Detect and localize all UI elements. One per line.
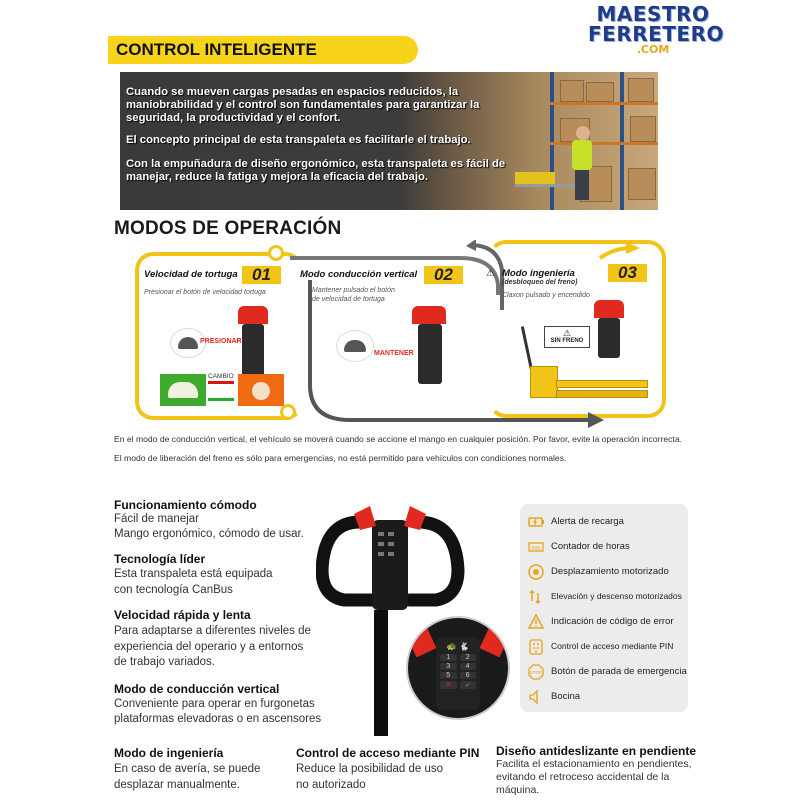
motorized-travel-icon — [528, 564, 544, 580]
panel-item — [520, 562, 688, 582]
panel-item — [520, 662, 688, 682]
connector-dot — [280, 404, 296, 420]
mode-3-number: 03 — [608, 264, 647, 282]
logo-line-1: MAESTRO — [596, 2, 710, 26]
bottom-1-line-2: desplazar manualmente. — [114, 779, 240, 791]
no-brake-tag: SIN FRENO — [550, 338, 584, 344]
keypad-key-4: 4 — [460, 663, 477, 670]
logo-line-3: .COM — [636, 43, 670, 56]
panel-item-label: Indicación de código de error — [551, 616, 674, 627]
mode-3-title: Modo ingeniería — [502, 268, 575, 279]
panel-item-label: Desplazamiento motorizado — [551, 566, 669, 577]
turtle-icon — [336, 330, 374, 362]
modes-diagram — [120, 240, 660, 430]
intro-paragraph-3: Con la empuñadura de diseño ergonómico, esta transpaleta es fácil de manejar, reduce la fatiga y mejora la eficacia del trabajo. — [126, 158, 506, 183]
panel-item-label: Bocina — [551, 691, 581, 702]
mode-2-title: Modo conducción vertical — [300, 269, 418, 280]
arrow-right-icon — [208, 398, 234, 401]
mode-2-desc-2: de velocidad de tortuga — [312, 296, 385, 303]
bottom-3-line-3: máquina. — [496, 784, 540, 796]
mode-3-desc: Claxon pulsado y encendido — [502, 292, 590, 299]
intro-paragraph-2: El concepto principal de esta transpaleta es facilitarle el trabajo. — [126, 134, 471, 146]
pallet-truck-fork — [556, 380, 648, 388]
panel-item-label: Alerta de recarga — [551, 516, 624, 527]
feature-1-title: Funcionamiento cómodo — [114, 498, 257, 512]
panel-item-label: Elevación y descenso motorizados — [551, 591, 682, 601]
turtle-speed-icon — [160, 374, 206, 406]
panel-item — [520, 512, 688, 532]
warehouse-photo — [120, 72, 658, 210]
keypad-key-3: 3 — [440, 663, 457, 670]
pallet-truck-body — [530, 366, 558, 398]
keypad-key-cancel: ✕ — [440, 681, 457, 689]
section-banner — [108, 36, 418, 64]
warning-icon: ⚠ — [486, 268, 495, 279]
panel-item — [520, 587, 688, 607]
keypad-key-5: 5 — [440, 672, 457, 679]
lift-lower-icon — [528, 589, 544, 605]
brand-logo — [588, 2, 724, 56]
panel-item — [520, 537, 688, 557]
feature-4-line-1: Conveniente para operar en furgonetas — [114, 698, 315, 710]
feature-3-line-3: de trabajo variados. — [114, 656, 216, 668]
panel-item — [520, 612, 688, 632]
handle-grip-icon — [598, 318, 620, 358]
feature-4-title: Modo de conducción vertical — [114, 682, 280, 696]
keypad-key-1: 1 — [440, 654, 457, 661]
panel-item-label: Contador de horas — [551, 541, 630, 552]
feature-3-line-2: experiencia del operario y a entornos — [114, 641, 304, 653]
press-tag: PRESIONAR — [200, 338, 242, 345]
warning-icon — [528, 614, 544, 630]
modes-heading: MODOS DE OPERACIÓN — [114, 218, 342, 239]
hour-meter-icon — [528, 539, 544, 555]
bottom-1-title: Modo de ingeniería — [114, 746, 224, 760]
bottom-2-title: Control de acceso mediante PIN — [296, 746, 480, 760]
mode-3-subtitle: (desbloqueo del freno) — [502, 279, 578, 286]
mode-1-title: Velocidad de tortuga — [144, 269, 238, 280]
bottom-3-title: Diseño antideslizante en pendiente — [496, 744, 697, 758]
bottom-2-line-1: Reduce la posibilidad de uso — [296, 763, 444, 775]
handle-head-icon — [594, 300, 624, 318]
keypad-key-ok: ✓ — [460, 681, 477, 689]
bottom-3-line-1: Facilita el estacionamiento en pendientes, — [496, 758, 692, 770]
feature-4-line-2: plataformas elevadoras o en ascensores — [114, 713, 322, 725]
handle-head-icon — [412, 306, 446, 324]
connector-dot — [268, 245, 284, 261]
mode-2-number: 02 — [424, 266, 463, 284]
no-brake-box — [544, 326, 590, 348]
note-vertical-mode: En el modo de conducción vertical, el vehículo se moverá cuando se accione el mango en cualquier posición. Por favor, evite la operación incorrecta. — [114, 434, 682, 444]
pin-keypad-icon — [528, 639, 544, 655]
note-brake-release: El modo de liberación del freno es sólo para emergencias, no está permitido para vehículos con condiciones normales. — [114, 453, 567, 463]
stop-icon-text: STOP — [529, 670, 543, 675]
keypad-key-2: 2 — [460, 654, 477, 661]
feature-1-line-1: Fácil de manejar — [114, 513, 200, 525]
mode-1-number: 01 — [242, 266, 281, 284]
mode-1-desc: Presionar el botón de velocidad tortuga — [144, 289, 266, 296]
feature-2-line-1: Esta transpaleta está equipada — [114, 568, 273, 580]
bottom-1-line-1: En caso de avería, se puede — [114, 763, 261, 775]
warning-icon: ⚠ — [562, 328, 572, 338]
feature-2-line-2: con tecnología CanBus — [114, 584, 233, 596]
turtle-rabbit-icons: 🐢 🐇 — [446, 642, 470, 651]
battery-charge-icon — [528, 514, 544, 530]
rabbit-speed-icon — [238, 374, 284, 406]
keypad-key-6: 6 — [460, 672, 477, 679]
feature-3-line-1: Para adaptarse a diferentes niveles de — [114, 625, 311, 637]
section-title: CONTROL INTELIGENTE — [116, 40, 317, 59]
stop-icon — [528, 664, 544, 680]
pallet-truck-fork — [556, 390, 648, 398]
features-panel — [520, 504, 688, 712]
bottom-2-line-2: no autorizado — [296, 779, 366, 791]
hour-meter-text: 00h — [531, 546, 541, 552]
logo-line-2: FERRETERO — [588, 22, 724, 46]
horn-icon — [528, 689, 544, 705]
panel-item-label: Botón de parada de emergencia — [551, 666, 687, 677]
change-label: CAMBIO — [208, 373, 234, 380]
intro-paragraph-1: Cuando se mueven cargas pesadas en espacios reducidos, la maniobrabilidad y el control son fundamentales para garantizar la seguridad, la productividad y el confort. — [126, 86, 480, 124]
tiller-handle-photo — [316, 500, 512, 736]
feature-3-title: Velocidad rápida y lenta — [114, 608, 251, 622]
panel-item-label: Control de acceso mediante PIN — [551, 641, 674, 651]
feature-2-title: Tecnología líder — [114, 552, 206, 566]
handle-grip-icon — [418, 324, 442, 384]
handle-head-icon — [238, 306, 268, 324]
panel-item — [520, 637, 688, 657]
arrow-left-icon — [208, 381, 234, 384]
feature-1-line-2: Mango ergonómico, cómodo de usar. — [114, 528, 304, 540]
bottom-3-line-2: evitando el retroceso accidental de la — [496, 771, 670, 783]
mode-2-desc-1: Mantener pulsado el botón — [312, 287, 395, 294]
panel-item — [520, 687, 688, 707]
keypad-zoom — [406, 616, 510, 720]
hold-tag: MANTENER — [374, 350, 414, 357]
